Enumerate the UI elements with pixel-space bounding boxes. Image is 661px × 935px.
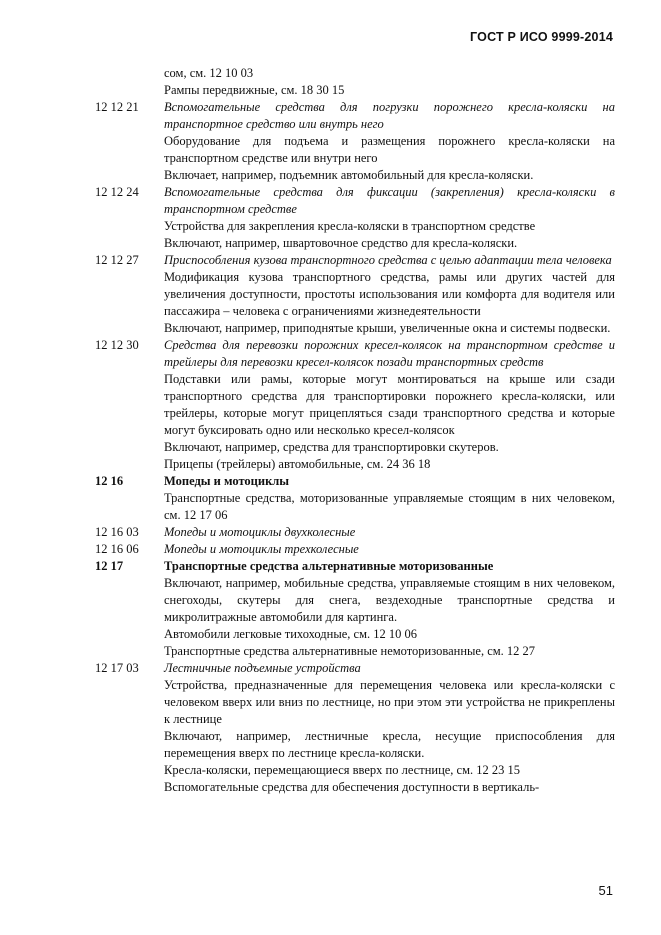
entry-text-row — [0, 643, 661, 660]
entry-heading-row — [0, 337, 661, 371]
classification-title: Вспомогательные средства для фиксации (закрепления) кресла-коляски в транспортном средстве — [164, 185, 615, 216]
classification-code: 12 12 24 — [95, 185, 139, 199]
page-header: ГОСТ Р ИСО 9999-2014 — [470, 30, 613, 44]
entry-heading-row — [0, 558, 661, 575]
description-text: Прицепы (трейлеры) автомобильные, см. 24 36 18 — [164, 457, 431, 471]
entry-text-row — [0, 167, 661, 184]
entry-text-row — [0, 218, 661, 235]
classification-title: Средства для перевозки порожних кресел-колясок на транспортном средстве и трейлеры для перевозки кресел-колясок позади транспортных средств — [164, 338, 615, 369]
description-text: Транспортные средства альтернативные немоторизованные, см. 12 27 — [164, 644, 536, 658]
classification-code: 12 16 06 — [95, 542, 139, 556]
entry-text-row — [0, 133, 661, 167]
entry-heading-row — [0, 541, 661, 558]
entry-text-row — [0, 320, 661, 337]
description-text: Оборудование для подъема и размещения порожнего кресла-коляски на транспортном средстве или внутри него — [164, 134, 615, 165]
description-text: Устройства, предназначенные для перемещения человека или кресла-коляски с человеком вверх или вниз по лестнице, но при этом эти устройства не прикреплены к лестнице — [164, 678, 615, 726]
classification-title: Мопеды и мотоциклы трехколесные — [164, 542, 359, 556]
entry-text-row — [0, 439, 661, 456]
entry-heading-row — [0, 473, 661, 490]
classification-code: 12 16 — [95, 474, 124, 488]
entry-text-row — [0, 456, 661, 473]
description-text: Автомобили легковые тихоходные, см. 12 10 06 — [164, 627, 417, 641]
entry-text-row — [0, 490, 661, 524]
description-text: Модификация кузова транспортного средства, рамы или других частей для увеличения доступности, простоты использования или комфорта для водителя или пассажира – человека с ограничениями жизнедеятельности — [164, 270, 615, 318]
entry-text-row — [0, 728, 661, 762]
description-text: Подставки или рамы, которые могут монтироваться на крыше или сзади транспортного средства для транспортировки порожнего кресла-коляски, или трейлеры, которые могут прицепляться сзади транспортного средства и которые могут буксировать одно или несколько кресел-колясок — [164, 372, 615, 437]
classification-title: Приспособления кузова транспортного средства с целью адаптации тела человека — [164, 253, 612, 267]
entry-text-row — [0, 269, 661, 320]
description-text: Включают, например, швартовочное средство для кресла-коляски. — [164, 236, 518, 250]
entry-text-row — [0, 626, 661, 643]
entry-heading-row — [0, 99, 661, 133]
page-number: 51 — [598, 883, 613, 898]
entry-heading-row — [0, 660, 661, 677]
page-content — [0, 65, 661, 796]
entry-text-row — [0, 65, 661, 82]
classification-code: 12 16 03 — [95, 525, 139, 539]
classification-code: 12 17 03 — [95, 661, 139, 675]
entry-heading-row — [0, 524, 661, 541]
description-text: Рампы передвижные, см. 18 30 15 — [164, 83, 345, 97]
entry-text-row — [0, 575, 661, 626]
classification-code: 12 12 27 — [95, 253, 139, 267]
description-text: Включают, например, мобильные средства, управляемые стоящим в них человеком, снегоходы, скутеры для снега, вездеходные транспортные средства и микролитражные автомобили для картинга. — [164, 576, 615, 624]
entry-text-row — [0, 677, 661, 728]
entry-text-row — [0, 371, 661, 439]
classification-title: Лестничные подъемные устройства — [164, 661, 361, 675]
classification-code: 12 12 21 — [95, 100, 139, 114]
entry-text-row — [0, 235, 661, 252]
description-text: Вспомогательные средства для обеспечения доступности в вертикаль- — [164, 780, 540, 794]
description-text: Транспортные средства, моторизованные управляемые стоящим в них человеком, см. 12 17 06 — [164, 491, 615, 522]
classification-title: Мопеды и мотоциклы двухколесные — [164, 525, 356, 539]
entry-heading-row — [0, 184, 661, 218]
entry-text-row — [0, 762, 661, 779]
classification-code: 12 12 30 — [95, 338, 139, 352]
description-text: Включает, например, подъемник автомобильный для кресла-коляски. — [164, 168, 534, 182]
description-text: Включают, например, лестничные кресла, несущие приспособления для перемещения вверх по лестнице кресла-коляски. — [164, 729, 615, 760]
classification-title: Транспортные средства альтернативные моторизованные — [164, 559, 494, 573]
description-text: Устройства для закрепления кресла-коляски в транспортном средстве — [164, 219, 536, 233]
entry-text-row — [0, 779, 661, 796]
entry-text-row — [0, 82, 661, 99]
description-text: Включают, например, приподнятые крыши, увеличенные окна и системы подвески. — [164, 321, 611, 335]
description-text: Включают, например, средства для транспортировки скутеров. — [164, 440, 499, 454]
description-text: Кресла-коляски, перемещающиеся вверх по лестнице, см. 12 23 15 — [164, 763, 521, 777]
description-text: сом, см. 12 10 03 — [164, 66, 254, 80]
entry-heading-row — [0, 252, 661, 269]
classification-title: Вспомогательные средства для погрузки порожнего кресла-коляски на транспортное средство или внутрь него — [164, 100, 615, 131]
classification-title: Мопеды и мотоциклы — [164, 474, 290, 488]
classification-code: 12 17 — [95, 559, 124, 573]
